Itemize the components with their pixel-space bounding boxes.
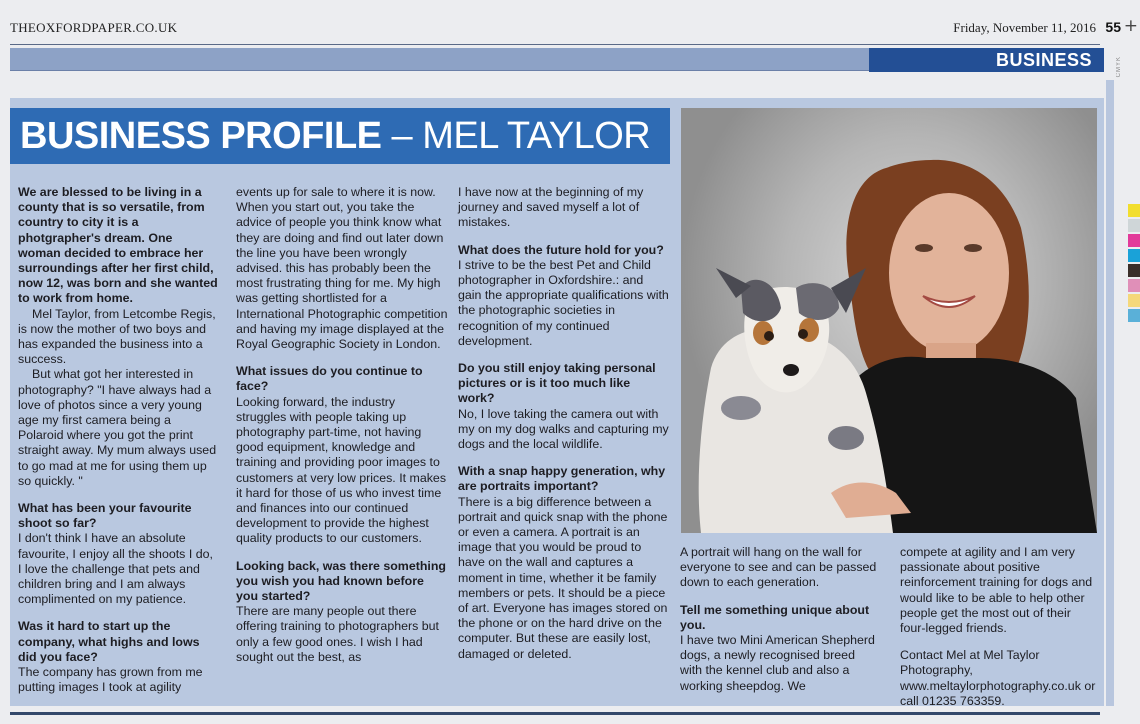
article-column-3 bbox=[458, 185, 670, 695]
answer-paragraph: There are many people out there offering training to photographers but only a few good ones. I wish I had sought out the best, as bbox=[236, 604, 439, 664]
color-bar-gray bbox=[1128, 219, 1140, 232]
top-rule bbox=[10, 44, 1100, 45]
page-number: 55 bbox=[1105, 19, 1121, 35]
answer-paragraph: events up for sale to where it is now. When you start out, you take the advice of people you think know what they are doing and find out later down the line you have been wrongly advised. this has probably been the most frustrating thing for me. My high was getting shortlisted for a International Photographic competition and having my image displayed at the Royal Geographic Society in London. bbox=[236, 185, 448, 352]
answer-paragraph: compete at agility and I am very passionate about positive reinforcement training for dogs and would like to be able to help other people get the most out of their four-legged friends. bbox=[900, 545, 1093, 636]
article-intro: We are blessed to be living in a county that is so versatile, from country to city it is a photgrapher's dream. One woman decided to embrace her surroundings after her first child, now 12, was born and she wanted to work from home. bbox=[18, 185, 218, 306]
answer-paragraph: I have two Mini American Shepherd dogs, a newly recognised breed with the kennel club and also a working sheepdog. We bbox=[680, 633, 875, 693]
answer-paragraph: I strive to be the best Pet and Child photographer in Oxfordshire.: and gain the appropriate qualifications with the photographic societies in recognition of my continued development. bbox=[458, 257, 669, 348]
article-paragraph: But what got her interested in photography? "I have always had a love of photos since a very young age my first camera being a Polaroid where you got the print straight away. My mum always used to go mad at me for using them up so quickly. " bbox=[18, 367, 217, 488]
side-band bbox=[1106, 80, 1114, 706]
color-bar-blue-light bbox=[1128, 309, 1140, 322]
question-heading: What issues do you continue to face? bbox=[236, 364, 423, 394]
answer-paragraph: There is a big difference between a portrait and quick snap with the phone or even a camera. A portrait is an image that you would be proud to have on the wall and captures a moment in time, whether it be family members or pets. It should be a piece of art. Everyone has images stored on the phone or on the hard drive on the computer. But these are easily lost, damaged or deleted. bbox=[458, 494, 668, 661]
portrait-illustration bbox=[681, 108, 1097, 533]
color-bar-magenta bbox=[1128, 234, 1140, 247]
masthead-site: THEOXFORDPAPER.CO.UK bbox=[10, 20, 178, 35]
question-heading: Tell me something unique about you. bbox=[680, 602, 870, 632]
registration-mark-icon: + bbox=[1123, 16, 1138, 36]
section-tab: BUSINESS bbox=[869, 48, 1104, 72]
answer-paragraph: No, I love taking the camera out with my on my dog walks and capturing my dogs and the local wildlife. bbox=[458, 406, 669, 452]
question-heading: With a snap happy generation, why are portraits important? bbox=[458, 464, 666, 494]
answer-paragraph: A portrait will hang on the wall for everyone to see and can be passed down to each generation. bbox=[680, 545, 877, 590]
headline-dash: – bbox=[381, 115, 423, 157]
answer-paragraph: The company has grown from me putting images I took at agility bbox=[18, 665, 203, 695]
cmyk-label: CMYK bbox=[1116, 56, 1122, 78]
article-paragraph: Mel Taylor, from Letcombe Regis, is now the mother of two boys and has expanded the business into a success. bbox=[18, 306, 216, 367]
article-column-4 bbox=[680, 545, 880, 695]
answer-paragraph: I don't think I have an absolute favourite, I enjoy all the shoots I do, I love the challenge that pets and children bring and I am always complimented on my patience. bbox=[18, 531, 213, 607]
color-bar-yellow bbox=[1128, 204, 1140, 217]
question-heading: What has been your favourite shoot so far? bbox=[18, 501, 192, 531]
article-column-5 bbox=[900, 545, 1096, 708]
bottom-rule bbox=[10, 712, 1100, 715]
portrait-photo bbox=[681, 108, 1097, 533]
question-heading: Do you still enjoy taking personal pictures or is it too much like work? bbox=[458, 361, 656, 406]
headline bbox=[20, 114, 650, 158]
answer-paragraph: Looking forward, the industry struggles with people taking up photography part-time, not having good equipment, knowledge and training and providing poor images to customers at very low prices. It makes it hard for those of us who invest time and finances into our continued development to provide the highest quality products to our customers. bbox=[236, 394, 447, 546]
question-heading: What does the future hold for you? bbox=[458, 242, 664, 257]
question-heading: Looking back, was there something you wish you had known before you started? bbox=[236, 558, 446, 604]
color-bar-black bbox=[1128, 264, 1140, 277]
color-bar-yellow-light bbox=[1128, 294, 1140, 307]
headline-name: MEL TAYLOR bbox=[422, 115, 651, 157]
article-column-2 bbox=[236, 185, 448, 695]
answer-paragraph: I have now at the beginning of my journey and saved myself a lot of mistakes. bbox=[458, 185, 644, 230]
color-bar-pink bbox=[1128, 279, 1140, 292]
question-heading: Was it hard to start up the company, what highs and lows did you face? bbox=[18, 619, 200, 664]
headline-main: BUSINESS PROFILE bbox=[20, 115, 382, 157]
masthead-date: Friday, November 11, 2016 bbox=[953, 20, 1096, 35]
article-column-1 bbox=[18, 185, 218, 695]
contact-line: Contact Mel at Mel Taylor Photography, www.meltaylorphotography.co.uk or call 01235 763359. bbox=[900, 648, 1096, 708]
color-bar-cyan bbox=[1128, 249, 1140, 262]
